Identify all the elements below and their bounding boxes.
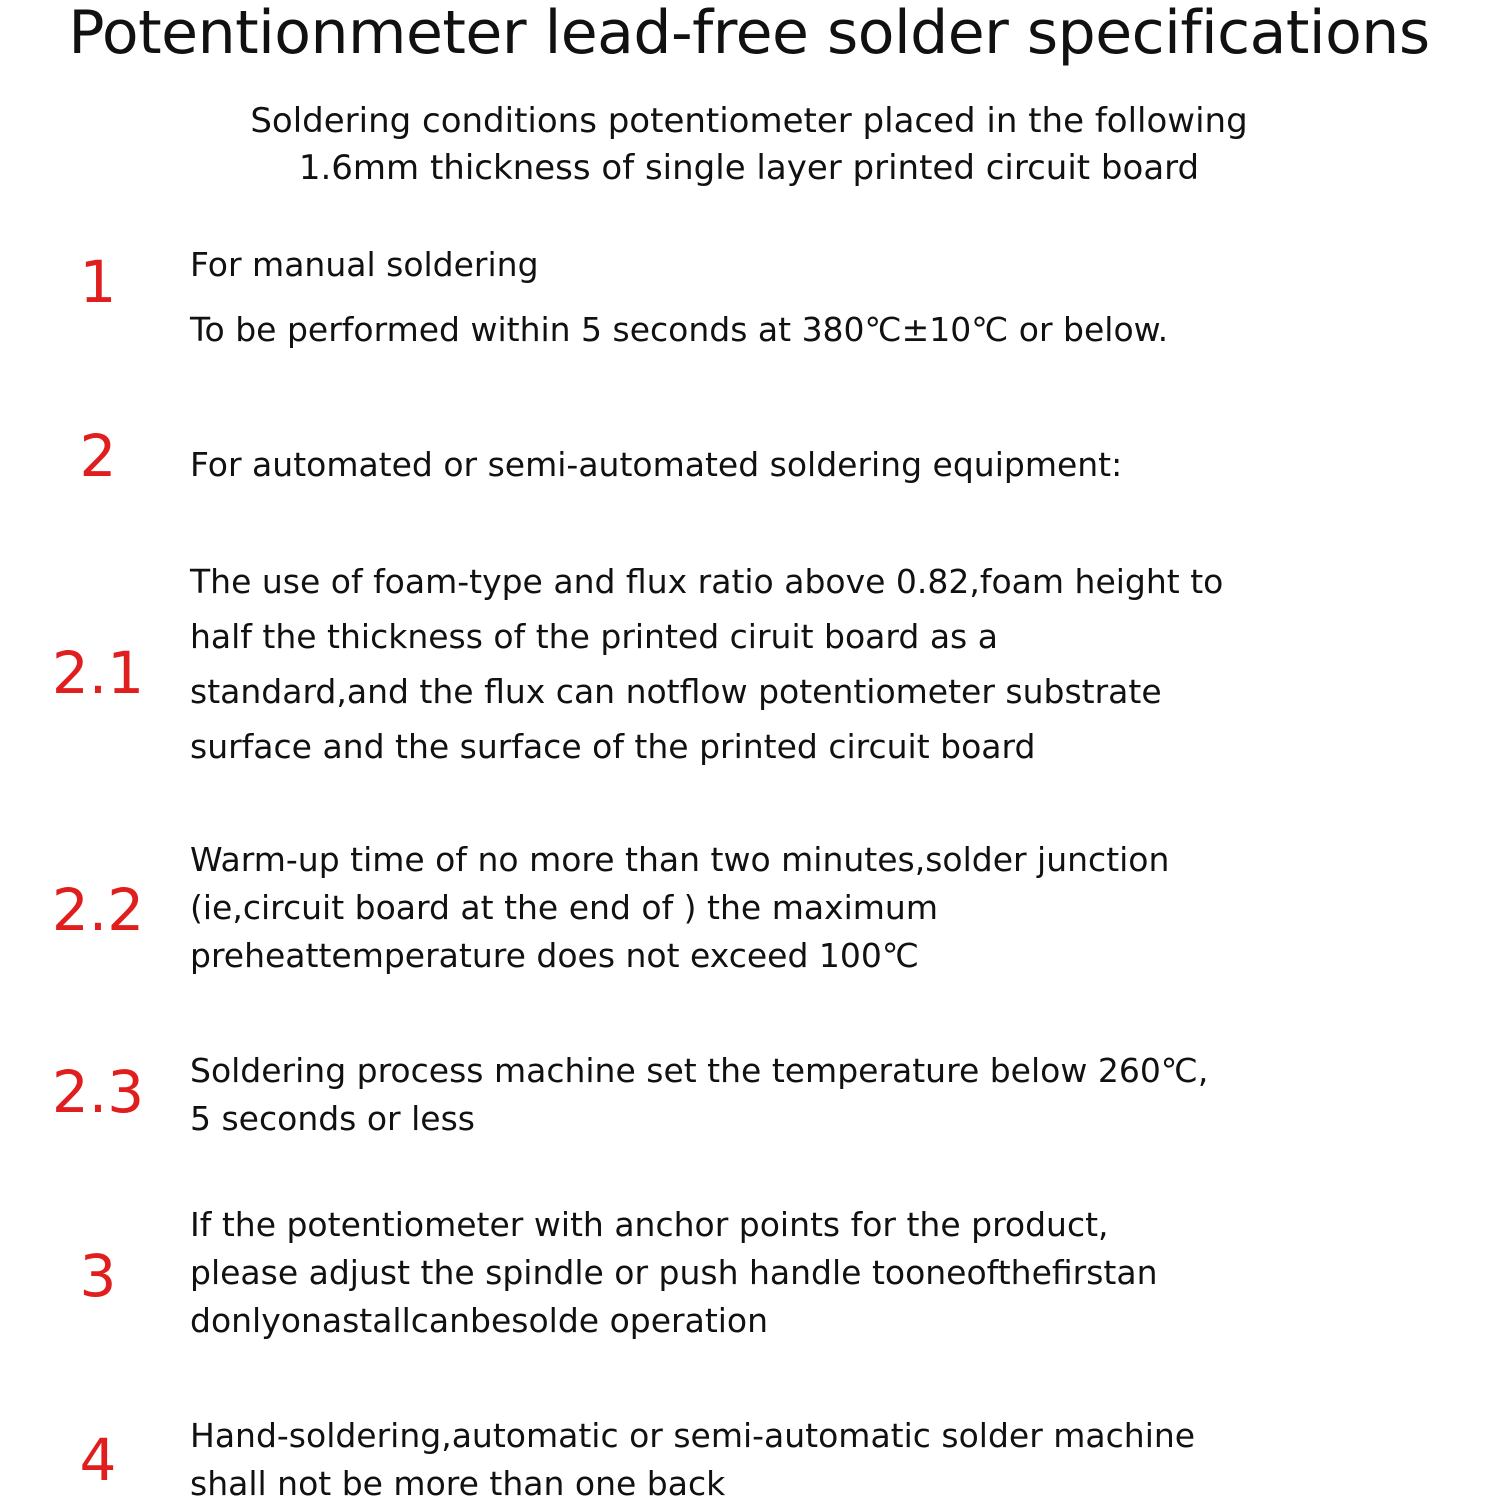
section-number-2-1: 2.1 bbox=[51, 639, 145, 707]
section-number-2-3: 2.3 bbox=[51, 1058, 145, 1126]
section-line: preheattemperature does not exceed 100℃ bbox=[190, 936, 919, 975]
section-line: please adjust the spindle or push handle tooneofthefirstan bbox=[190, 1253, 1158, 1292]
section-text-2 bbox=[190, 440, 1122, 490]
section-number-2-2: 2.2 bbox=[51, 876, 145, 944]
section-line: Hand-soldering,automatic or semi-automatic solder machine bbox=[190, 1416, 1196, 1455]
section-line: Warm-up time of no more than two minutes,solder junction bbox=[190, 840, 1170, 879]
section-line: shall not be more than one back bbox=[190, 1464, 726, 1503]
section-line: If the potentiometer with anchor points for the product, bbox=[190, 1205, 1109, 1244]
section-line: Soldering process machine set the temperature below 260℃, bbox=[190, 1051, 1209, 1090]
section-text-3 bbox=[190, 1201, 1158, 1345]
section-line: For manual soldering bbox=[190, 245, 539, 284]
subtitle-line: Soldering conditions potentiometer placed in the following bbox=[250, 101, 1248, 141]
section-line: donlyonastallcanbesolde operation bbox=[190, 1301, 769, 1340]
section-line: To be performed within 5 seconds at 380℃±10℃ or below. bbox=[190, 310, 1169, 349]
section-number-2: 2 bbox=[79, 422, 117, 490]
section-line: For automated or semi-automated soldering equipment: bbox=[190, 445, 1123, 484]
section-text-4 bbox=[190, 1412, 1195, 1508]
section-text-1 bbox=[190, 232, 1168, 362]
subtitle-line: 1.6mm thickness of single layer printed circuit board bbox=[298, 148, 1200, 188]
page-subtitle bbox=[0, 98, 1498, 192]
section-number-3: 3 bbox=[79, 1242, 117, 1310]
section-line: half the thickness of the printed ciruit board as a bbox=[190, 617, 998, 656]
section-number-4: 4 bbox=[79, 1426, 117, 1494]
section-line: 5 seconds or less bbox=[190, 1099, 475, 1138]
section-line: standard,and the flux can notflow potentiometer substrate bbox=[190, 672, 1162, 711]
section-text-2-1 bbox=[190, 554, 1223, 774]
section-line: The use of foam-type and flux ratio above 0.82,foam height to bbox=[190, 562, 1224, 601]
section-text-2-3 bbox=[190, 1047, 1208, 1143]
section-number-1: 1 bbox=[79, 248, 117, 316]
page-title: Potentionmeter lead-free solder specifications bbox=[68, 0, 1430, 68]
section-line: surface and the surface of the printed circuit board bbox=[190, 727, 1036, 766]
section-text-2-2 bbox=[190, 836, 1169, 980]
section-line: (ie,circuit board at the end of ) the maximum bbox=[190, 888, 938, 927]
